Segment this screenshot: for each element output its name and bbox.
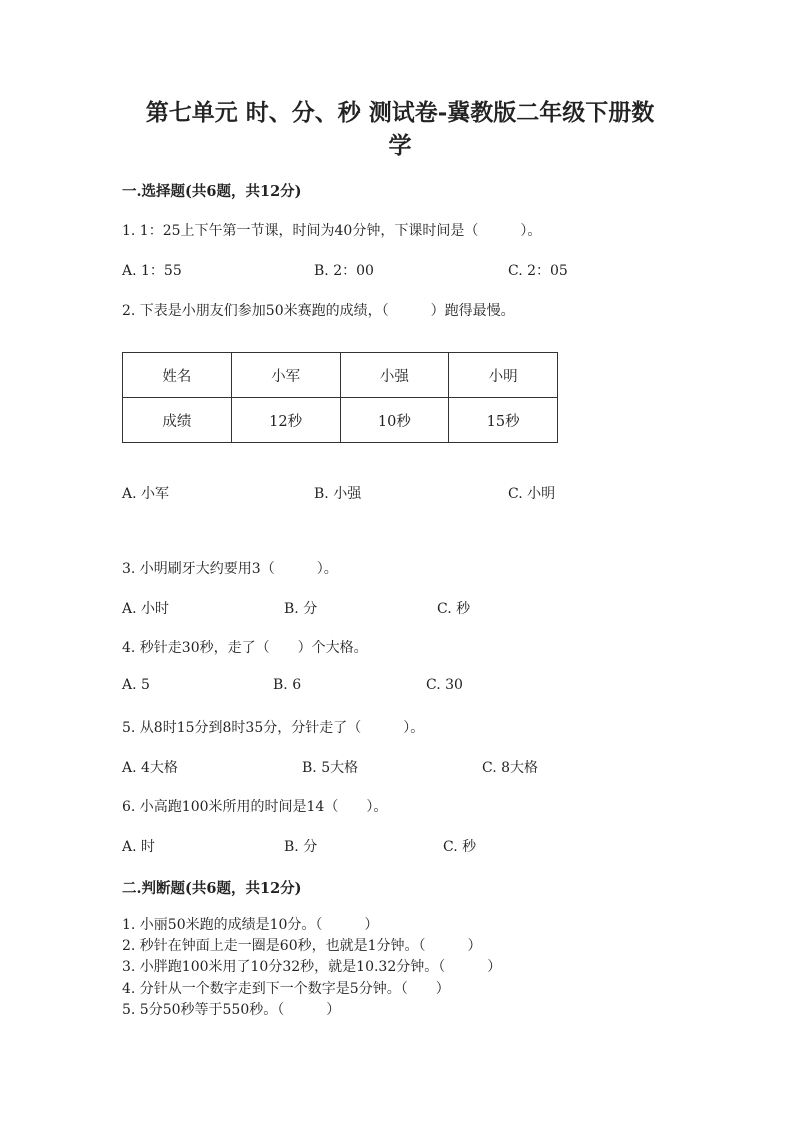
section-heading-choice: 一.选择题(共6题，共12分) [122, 183, 302, 200]
title-line-2: 学 [388, 132, 412, 159]
judgement-1: 1. 小丽50米跑的成绩是10分。（ ） [122, 917, 379, 933]
race-results-table [122, 352, 558, 443]
q2-option-a: A. 小军 [122, 486, 170, 502]
title-line-1: 第七单元 时、分、秒 测试卷-冀教版二年级下册数 [145, 99, 655, 126]
table-cell: 10秒 [340, 398, 449, 443]
q5-option-a: A. 4大格 [122, 760, 178, 776]
question-1: 1. 1：25上下午第一节课，时间为40分钟，下课时间是（ ）。 [122, 223, 542, 239]
q3-option-c: C. 秒 [437, 601, 471, 617]
judgement-5: 5. 5分50秒等于550秒。（ ） [122, 1002, 341, 1018]
table-cell: 15秒 [449, 398, 558, 443]
table-header-cell: 小强 [340, 353, 449, 398]
judgement-3: 3. 小胖跑100米用了10分32秒，就是10.32分钟。（ ） [122, 959, 502, 975]
q4-option-b: B. 6 [273, 677, 302, 693]
q6-option-b: B. 分 [284, 839, 318, 855]
q1-option-a: A. 1：55 [122, 263, 182, 279]
table-row [123, 398, 558, 443]
q2-option-b: B. 小强 [314, 486, 362, 502]
q3-option-b: B. 分 [284, 601, 318, 617]
table-cell: 成绩 [123, 398, 232, 443]
judgement-2: 2. 秒针在钟面上走一圈是60秒，也就是1分钟。（ ） [122, 938, 482, 954]
judgement-4: 4. 分针从一个数字走到下一个数字是5分钟。（ ） [122, 981, 450, 997]
q4-option-c: C. 30 [426, 677, 463, 693]
table-row [123, 353, 558, 398]
question-3: 3. 小明刷牙大约要用3（ ）。 [122, 561, 338, 577]
q1-option-c: C. 2：05 [508, 263, 568, 279]
table-cell: 12秒 [231, 398, 340, 443]
q5-option-b: B. 5大格 [302, 760, 359, 776]
table-header-cell: 小明 [449, 353, 558, 398]
table-header-cell: 姓名 [123, 353, 232, 398]
q2-option-c: C. 小明 [508, 486, 556, 502]
question-4: 4. 秒针走30秒，走了（ ）个大格。 [122, 640, 368, 656]
question-2: 2. 下表是小朋友们参加50米赛跑的成绩，（ ）跑得最慢。 [122, 303, 515, 319]
page-title [110, 96, 690, 162]
q3-option-a: A. 小时 [122, 601, 170, 617]
q4-option-a: A. 5 [122, 677, 150, 693]
question-5: 5. 从8时15分到8时35分，分针走了（ ）。 [122, 720, 425, 736]
q6-option-a: A. 时 [122, 839, 156, 855]
q6-option-c: C. 秒 [443, 839, 477, 855]
q1-option-b: B. 2：00 [314, 263, 374, 279]
question-6: 6. 小高跑100米所用的时间是14（ ）。 [122, 799, 388, 815]
table-header-cell: 小军 [231, 353, 340, 398]
section-heading-judgement: 二.判断题(共6题，共12分) [122, 880, 302, 897]
q5-option-c: C. 8大格 [482, 760, 539, 776]
